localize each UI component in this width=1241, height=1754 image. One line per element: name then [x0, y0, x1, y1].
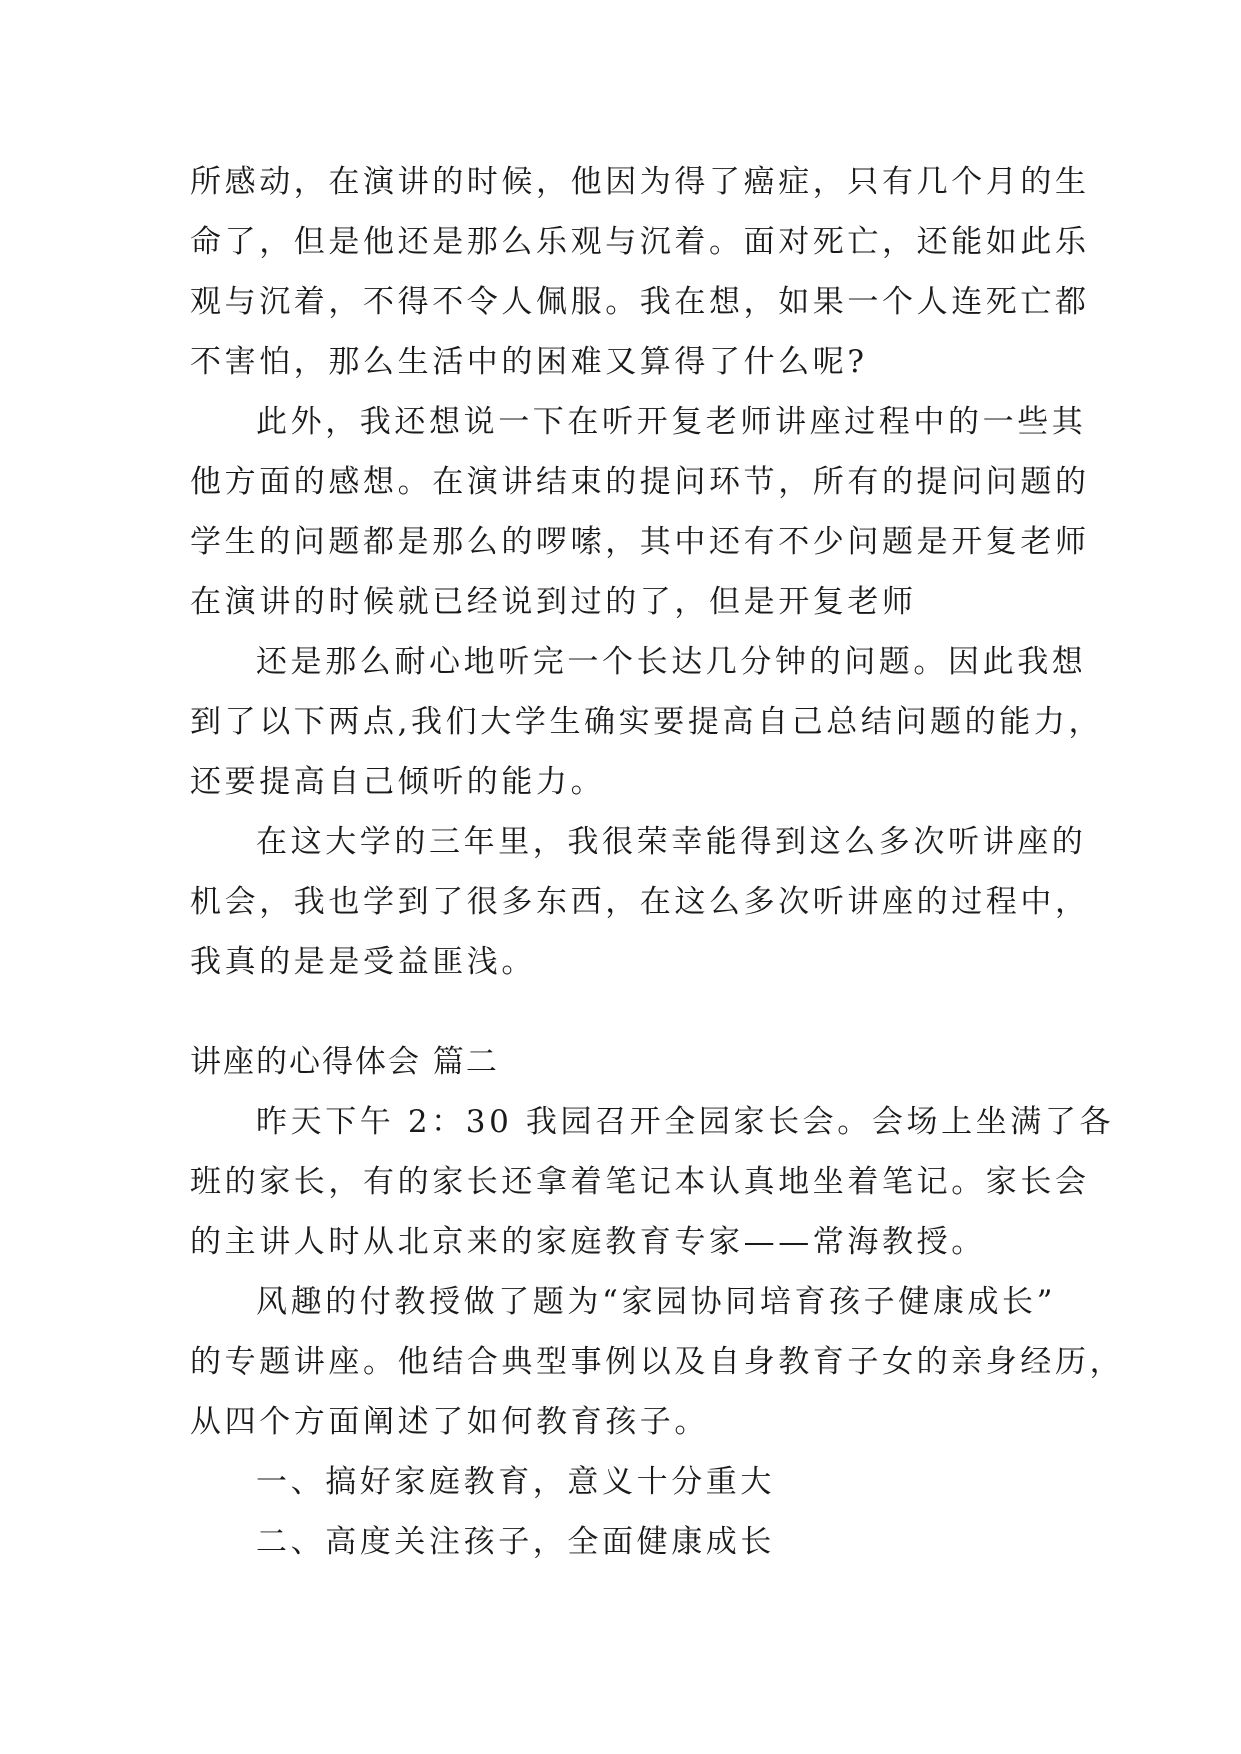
list-item: 二、高度关注孩子，全面健康成长 — [256, 1524, 775, 1560]
paragraph-line: 命了，但是他还是那么乐观与沉着。面对死亡，还能如此乐 — [190, 224, 1090, 260]
paragraph-line: 的主讲人时从北京来的家庭教育专家——常海教授。 — [190, 1224, 986, 1260]
paragraph-line: 我真的是是受益匪浅。 — [190, 944, 536, 980]
paragraph-line: 机会，我也学到了很多东西，在这么多次听讲座的过程中， — [190, 884, 1090, 920]
section-heading: 讲座的心得体会 篇二 — [190, 1044, 499, 1080]
paragraph-line: 还要提高自己倾听的能力。 — [190, 764, 606, 800]
paragraph-line: 在演讲的时候就已经说到过的了，但是开复老师 — [190, 584, 917, 620]
paragraph-line: 昨天下午 2：30 我园召开全园家长会。会场上坐满了各 — [256, 1104, 1115, 1140]
paragraph-line: 所感动，在演讲的时候，他因为得了癌症，只有几个月的生 — [190, 164, 1090, 200]
paragraph-line: 在这大学的三年里，我很荣幸能得到这么多次听讲座的 — [256, 824, 1087, 860]
list-item: 一、搞好家庭教育，意义十分重大 — [256, 1464, 775, 1500]
paragraph-line: 他方面的感想。在演讲结束的提问环节，所有的提问问题的 — [190, 464, 1090, 500]
paragraph-line: 的专题讲座。他结合典型事例以及自身教育子女的亲身经历， — [190, 1344, 1125, 1380]
paragraph-line: 此外，我还想说一下在听开复老师讲座过程中的一些其 — [256, 404, 1087, 440]
paragraph-line: 不害怕，那么生活中的困难又算得了什么呢? — [190, 344, 868, 380]
paragraph-line: 还是那么耐心地听完一个长达几分钟的问题。因此我想 — [256, 644, 1087, 680]
paragraph-line: 从四个方面阐述了如何教育孩子。 — [190, 1404, 709, 1440]
paragraph-line: 观与沉着，不得不令人佩服。我在想，如果一个人连死亡都 — [190, 284, 1090, 320]
paragraph-line: 到了以下两点,我们大学生确实要提高自己总结问题的能力， — [190, 704, 1104, 740]
paragraph-line: 学生的问题都是那么的啰嗦，其中还有不少问题是开复老师 — [190, 524, 1090, 560]
paragraph-line: 风趣的付教授做了题为“家园协同培育孩子健康成长” — [256, 1284, 1057, 1320]
paragraph-line: 班的家长，有的家长还拿着笔记本认真地坐着笔记。家长会 — [190, 1164, 1090, 1200]
